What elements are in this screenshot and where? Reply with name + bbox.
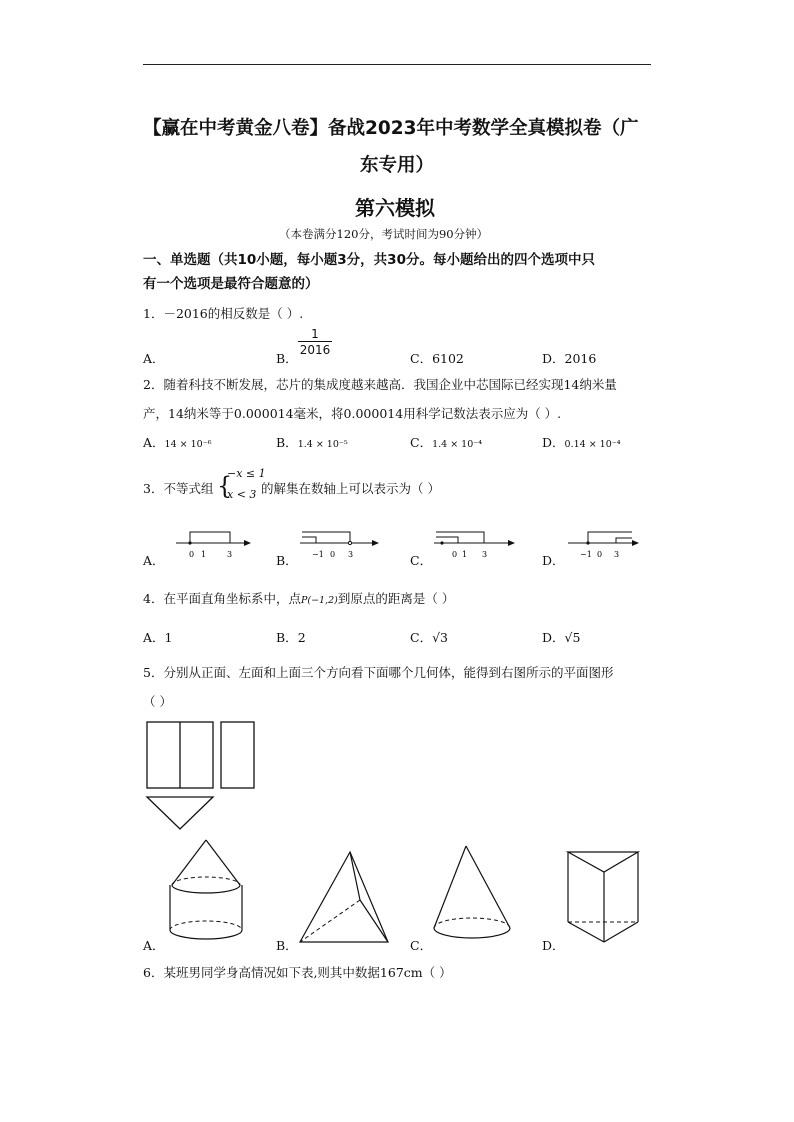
title-line-2: 东专用） (360, 155, 435, 176)
q5-stem-line-1: 5．分别从正面、左面和上面三个方向看下面哪个几何体，能得到右图所示的平面图形 (143, 665, 614, 680)
q2-option-c (410, 433, 482, 451)
option-value: 2016 (564, 351, 597, 366)
option-value: 1.4 × 10⁻⁴ (432, 439, 483, 450)
option-label: B． (276, 630, 298, 645)
q2-stem-line-1: 2．随着科技不断发展，芯片的集成度越来越高．我国企业中芯国际已经实现14纳米量 (143, 377, 617, 392)
q5-option-a-label: A． (143, 938, 165, 953)
tick-label: 0 (597, 550, 603, 559)
header-rule (143, 64, 651, 65)
tick-label: 1 (201, 550, 207, 559)
tick-label: 0 (330, 550, 336, 559)
option-value: √5 (564, 630, 581, 645)
subtitle: 第六模拟 (355, 196, 435, 220)
q4-stem (143, 589, 454, 607)
tick-label: 0 (189, 550, 195, 559)
q3-option-a-label: A． (143, 553, 165, 568)
option-value: 1.4 × 10⁻⁵ (297, 439, 348, 450)
q4-point: P(−1,2) (300, 595, 338, 606)
title-line-1: 【赢在中考黄金八卷】备战2023年中考数学全真模拟卷（广 (143, 118, 639, 139)
fraction-denominator: 2016 (299, 343, 331, 357)
q1-option-d (542, 349, 596, 367)
q2-stem-line-2: 产，14纳米等于0.000014毫米，将0.000014用科学记数法表示应为（ ）. (143, 406, 562, 421)
q2-option-d (542, 433, 621, 451)
q3-inequality-2: x < 3 (227, 488, 257, 501)
cone-icon (430, 842, 514, 950)
q3-option-b-label: B． (276, 553, 298, 568)
q3-option-d-label: D． (542, 553, 565, 568)
tick-label: −1 (580, 550, 592, 559)
option-label: A． (143, 351, 165, 366)
option-label: C． (410, 435, 433, 450)
q4-stem-b: 到原点的距离是（ ） (337, 591, 455, 606)
section-heading-line-2: 有一个选项是最符合题意的） (143, 276, 319, 292)
tetrahedron-icon (296, 848, 392, 946)
q4-option-c (410, 628, 448, 646)
q1-option-b-label: B． (276, 351, 298, 366)
q1-option-c (410, 349, 464, 367)
q4-option-b (276, 628, 306, 646)
q4-option-a (143, 628, 172, 646)
q3-inequality-1: −x ≤ 1 (227, 467, 266, 480)
option-label: D． (542, 351, 565, 366)
brace-icon: { (217, 472, 233, 500)
q4-option-d (542, 628, 580, 646)
triangular-prism-icon (564, 848, 644, 948)
q5-option-b-label: B． (276, 938, 298, 953)
tick-label: 3 (348, 550, 354, 559)
option-value: √3 (432, 630, 448, 645)
q4-stem-a: 4．在平面直角坐标系中，点 (143, 591, 301, 606)
q5-stem-line-2: （ ） (143, 694, 172, 709)
option-label: C． (410, 630, 433, 645)
cone-on-cylinder-icon (163, 836, 249, 950)
q3-stem-suffix: 的解集在数轴上可以表示为（ ） (261, 481, 440, 496)
q3-number-line-b (298, 526, 382, 562)
q2-option-a (143, 433, 212, 451)
option-value: 14 × 10⁻⁶ (164, 439, 212, 450)
three-view-figure (140, 716, 260, 834)
option-label: A． (143, 630, 165, 645)
option-label: D． (542, 630, 565, 645)
q3-number-line-d (566, 526, 642, 562)
tick-label: 3 (227, 550, 233, 559)
q5-option-c-label: C． (410, 938, 433, 953)
q5-option-d-label: D． (542, 938, 565, 953)
option-label: C． (410, 351, 433, 366)
option-label: D． (542, 435, 565, 450)
top-view (147, 797, 213, 829)
tick-label: 3 (482, 550, 488, 559)
q6-stem: 6．某班男同学身高情况如下表,则其中数据167cm（ ） (143, 965, 452, 980)
exam-note: （本卷满分120分，考试时间为90分钟） (279, 227, 489, 241)
q1-option-b-fraction (298, 327, 332, 358)
option-value: 6102 (432, 351, 464, 366)
q3-option-c-label: C． (410, 553, 433, 568)
fraction-numerator: 1 (311, 327, 319, 341)
option-value: 0.14 × 10⁻⁴ (564, 439, 621, 450)
q3-stem-prefix: 3．不等式组 (143, 481, 214, 496)
option-value: 2 (297, 630, 306, 645)
section-heading-line-1: 一、单选题（共10小题，每小题3分，共30分。每小题给出的四个选项中只 (143, 252, 595, 268)
tick-label: 3 (614, 550, 620, 559)
q1-option-a (143, 349, 165, 367)
option-label: A． (143, 435, 165, 450)
tick-label: 1 (462, 550, 468, 559)
option-label: B． (276, 435, 298, 450)
tick-label: 0 (452, 550, 458, 559)
side-view (221, 722, 254, 788)
option-value: 1 (164, 630, 173, 645)
q3-number-line-a (172, 526, 254, 562)
q3-number-line-c (432, 526, 518, 562)
q2-option-b (276, 433, 348, 451)
q1-stem: 1．－2016的相反数是（ ）. (143, 306, 304, 321)
tick-label: −1 (312, 550, 324, 559)
